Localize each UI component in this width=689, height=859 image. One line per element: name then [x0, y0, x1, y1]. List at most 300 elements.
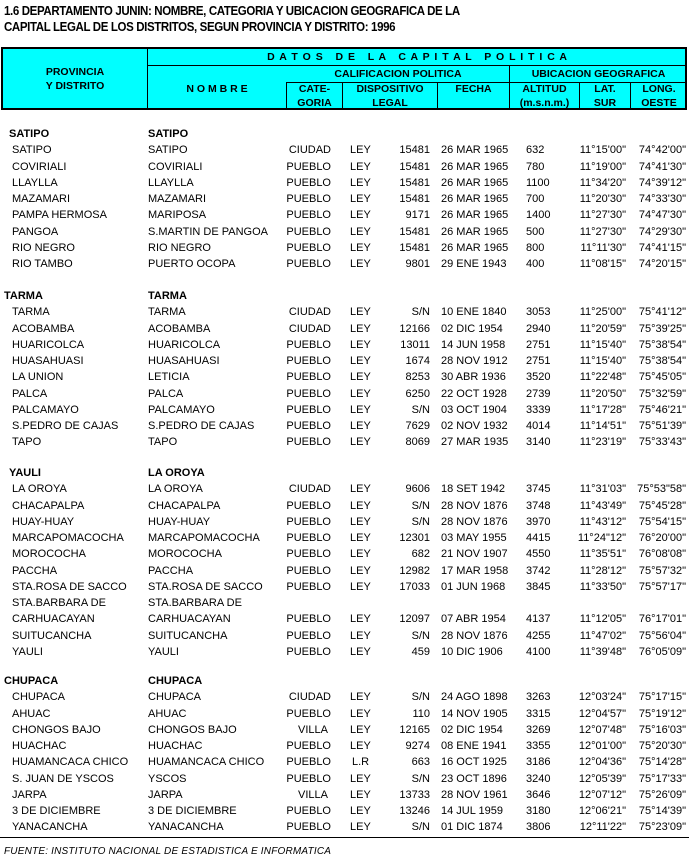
altitude-cell: 3240	[526, 772, 551, 785]
date-cell: 21 NOV 1907	[441, 548, 508, 561]
capital-name-cell: LA OROYA	[148, 483, 203, 496]
latitude-cell: 11°20'59"	[579, 322, 626, 335]
latitude-cell: 12°03'24"	[578, 691, 626, 704]
latitude-cell: 11°12'05"	[579, 613, 626, 626]
latitude-cell: 11°15'40"	[579, 355, 626, 367]
table-row	[0, 628, 689, 644]
date-cell: 10 ENE 1840	[441, 306, 507, 319]
table-row	[0, 546, 689, 562]
category-cell: PUEBLO	[286, 209, 331, 222]
category-cell: PUEBLO	[286, 532, 331, 544]
table-row	[0, 498, 689, 514]
header-altitud: ALTITUD (m.s.n.m.)	[519, 83, 570, 109]
legal-number-cell: S/N	[411, 629, 430, 642]
latitude-cell: 11°11'30"	[580, 241, 626, 254]
category-cell: PUEBLO	[286, 821, 331, 834]
table-row	[0, 706, 689, 722]
altitude-cell: 4014	[526, 420, 551, 432]
legal-number-cell: 13011	[400, 338, 430, 351]
legal-type-cell: LEY	[350, 805, 371, 817]
legal-number-cell: 9606	[405, 483, 430, 496]
longitude-cell: 75°32'59"	[638, 387, 686, 400]
date-cell: 29 ENE 1943	[441, 258, 507, 270]
legal-type-cell: LEY	[350, 564, 371, 577]
district-cell: YANACANCHA	[12, 821, 88, 834]
capital-name-cell: LETICIA	[148, 371, 190, 384]
header-datos: D A T O S D E L A C A P I T A L P O L I T I C A	[267, 51, 568, 63]
legal-type-cell: LEY	[350, 821, 371, 834]
longitude-cell: 76°05'09"	[638, 645, 686, 658]
date-cell: 14 JUN 1958	[441, 338, 506, 351]
district-cell: CHONGOS BAJO	[12, 723, 101, 736]
legal-number-cell: 12097	[399, 613, 430, 626]
district-cell: RIO NEGRO	[12, 241, 75, 254]
district-cell: RIO TAMBO	[12, 258, 73, 270]
date-cell: 26 MAR 1965	[441, 225, 509, 238]
legal-number-cell: S/N	[411, 515, 430, 528]
legal-number-cell: S/N	[411, 691, 430, 704]
legal-type-cell: LEY	[350, 788, 371, 801]
legal-type-cell: LEY	[350, 499, 371, 512]
legal-type-cell: LEY	[350, 193, 371, 205]
district-cell: STA.ROSA DE SACCO	[12, 580, 127, 593]
legal-number-cell: 12982	[399, 564, 430, 577]
capital-name-cell: HUAMANCACA CHICO	[148, 756, 265, 769]
capital-name-cell: RIO NEGRO	[148, 241, 211, 254]
legal-number-cell: S/N	[411, 403, 430, 416]
capital-name-cell: SUITUCANCHA	[148, 629, 228, 642]
longitude-cell: 74°20'15"	[638, 258, 686, 270]
legal-type-cell: LEY	[350, 258, 371, 270]
header-lat: LAT. SUR	[593, 83, 617, 109]
header-long: LONG. OESTE	[641, 83, 677, 109]
district-cell: YAULI	[12, 645, 43, 658]
date-cell: 26 MAR 1965	[441, 241, 509, 254]
altitude-cell: 3180	[526, 805, 551, 817]
latitude-cell: 11°43'12"	[579, 515, 626, 528]
bottom-rule	[0, 837, 689, 838]
province-group-header	[0, 126, 689, 142]
category-cell: PUEBLO	[286, 355, 331, 367]
legal-number-cell: S/N	[411, 499, 430, 512]
date-cell: 07 ABR 1954	[441, 613, 506, 626]
table-row	[0, 337, 689, 353]
table-row	[0, 159, 689, 175]
date-cell: 23 OCT 1896	[441, 772, 507, 785]
table-row	[0, 819, 689, 835]
district-cell: COVIRIALI	[12, 160, 67, 173]
table-row	[0, 175, 689, 191]
capital-name-cell: SATIPO	[148, 144, 188, 157]
district-cell: MOROCOCHA	[12, 548, 86, 561]
longitude-cell: 74°33'30"	[638, 193, 686, 205]
district-cell: CHUPACA	[12, 691, 65, 704]
longitude-cell: 76°17'01"	[638, 613, 686, 626]
capital-name-cell: STA.ROSA DE SACCO	[148, 580, 263, 593]
province-capital-name: LA OROYA	[148, 467, 205, 479]
date-cell: 01 JUN 1968	[441, 580, 506, 593]
latitude-cell: 11°33'50"	[579, 580, 626, 593]
latitude-cell: 11°15'40"	[579, 338, 626, 351]
district-cell: HUACHAC	[12, 740, 67, 752]
table-row	[0, 738, 689, 754]
province-name: SATIPO	[9, 128, 50, 140]
altitude-cell: 3742	[526, 564, 551, 577]
table-header	[1, 47, 687, 110]
altitude-cell: 4415	[526, 532, 551, 544]
latitude-cell: 12°06'21"	[578, 805, 626, 817]
legal-number-cell: S/N	[411, 306, 430, 319]
longitude-cell: 75°57'32"	[638, 564, 686, 577]
longitude-cell: 74°42'00"	[638, 144, 686, 157]
altitude-cell: 4550	[526, 548, 551, 561]
legal-number-cell: 9801	[405, 258, 430, 270]
latitude-cell: 12°01'00"	[578, 740, 626, 752]
legal-number-cell: 682	[411, 548, 430, 561]
legal-number-cell: 15481	[399, 241, 430, 254]
category-cell: PUEBLO	[286, 515, 331, 528]
district-cell: CARHUACAYAN	[12, 613, 95, 626]
district-cell: HUAY-HUAY	[12, 515, 75, 528]
table-row	[0, 530, 689, 546]
altitude-cell: 500	[526, 225, 545, 238]
longitude-cell: 74°41'30"	[638, 160, 686, 173]
legal-type-cell: LEY	[350, 436, 371, 449]
legal-type-cell: LEY	[350, 371, 371, 384]
capital-name-cell: STA.BARBARA DE	[148, 597, 242, 609]
province-capital-name: SATIPO	[148, 128, 189, 140]
province-capital-name: TARMA	[148, 290, 187, 302]
date-cell: 28 NOV 1912	[441, 355, 508, 367]
legal-number-cell: 15481	[399, 144, 430, 157]
altitude-cell: 3355	[526, 740, 551, 752]
legal-number-cell: 13733	[399, 788, 430, 801]
category-cell: PUEBLO	[286, 371, 331, 384]
legal-type-cell: LEY	[350, 176, 371, 189]
legal-number-cell: 12166	[399, 322, 430, 335]
latitude-cell: 12°11'22"	[579, 821, 626, 834]
date-cell: 01 DIC 1874	[441, 821, 503, 834]
altitude-cell: 700	[526, 193, 545, 205]
category-cell: PUEBLO	[286, 805, 331, 817]
legal-type-cell: LEY	[350, 355, 371, 367]
legal-type-cell: LEY	[350, 707, 371, 720]
district-cell: HUAMANCACA CHICO	[12, 756, 129, 769]
category-cell: CIUDAD	[288, 483, 331, 496]
legal-type-cell: LEY	[350, 420, 371, 432]
altitude-cell: 400	[526, 258, 545, 270]
table-row	[0, 304, 689, 320]
longitude-cell: 74°39'12"	[638, 176, 686, 189]
table-row	[0, 402, 689, 418]
capital-name-cell: CHONGOS BAJO	[148, 723, 237, 736]
longitude-cell: 75°19'12"	[638, 707, 686, 720]
table-row	[0, 771, 689, 787]
table-row	[0, 595, 689, 611]
altitude-cell: 2940	[526, 322, 551, 335]
legal-type-cell: LEY	[350, 580, 371, 593]
legal-number-cell: 7629	[405, 420, 430, 432]
longitude-cell: 75°17'15"	[638, 691, 686, 704]
altitude-cell: 800	[526, 241, 545, 254]
longitude-cell: 75°41'12"	[638, 306, 686, 319]
altitude-cell: 2751	[526, 338, 551, 351]
table-row	[0, 256, 689, 272]
date-cell: 02 DIC 1954	[441, 723, 503, 736]
legal-number-cell: 663	[411, 756, 430, 769]
latitude-cell: 11°24"12"	[577, 532, 626, 544]
latitude-cell: 11°25'00"	[579, 306, 626, 319]
date-cell: 28 NOV 1876	[441, 515, 508, 528]
category-cell: PUEBLO	[286, 338, 331, 351]
longitude-cell: 75°57'17"	[638, 580, 686, 593]
category-cell: PUEBLO	[286, 258, 331, 270]
altitude-cell: 3339	[526, 403, 551, 416]
latitude-cell: 11°22'48"	[579, 371, 626, 384]
capital-name-cell: AHUAC	[148, 707, 187, 720]
province-name: TARMA	[4, 290, 43, 302]
capital-name-cell: PACCHA	[148, 564, 194, 577]
longitude-cell: 74°29'30"	[638, 225, 686, 238]
legal-type-cell: LEY	[350, 613, 371, 626]
legal-number-cell: 15481	[399, 193, 430, 205]
table-row	[0, 207, 689, 223]
legal-number-cell: 1674	[405, 355, 430, 367]
date-cell: 27 MAR 1935	[441, 436, 509, 449]
capital-name-cell: MOROCOCHA	[148, 548, 222, 561]
table-row	[0, 579, 689, 595]
category-cell: PUEBLO	[286, 629, 331, 642]
table-row	[0, 611, 689, 627]
district-cell: PALCAMAYO	[12, 403, 79, 416]
province-group-header	[0, 673, 689, 689]
table-row	[0, 321, 689, 337]
district-cell: S.PEDRO DE CAJAS	[12, 420, 119, 432]
legal-number-cell: 13246	[399, 805, 430, 817]
longitude-cell: 75°53"58"	[637, 483, 686, 496]
title-line-2: CAPITAL LEGAL DE LOS DISTRITOS, SEGUN PROVINCIA Y DISTRITO: 1996	[4, 20, 396, 34]
date-cell: 14 JUL 1959	[441, 805, 503, 817]
district-cell: JARPA	[12, 788, 47, 801]
category-cell: PUEBLO	[286, 580, 331, 593]
legal-type-cell: L.R	[352, 756, 370, 769]
district-cell: LLAYLLA	[12, 176, 58, 189]
header-dispositivo: DISPOSITIVO LEGAL	[356, 83, 424, 109]
legal-type-cell: LEY	[350, 403, 371, 416]
province-group-header	[0, 465, 689, 481]
header-provincia: PROVINCIA Y DISTRITO	[45, 66, 105, 92]
latitude-cell: 12°04'57"	[578, 707, 626, 720]
date-cell: 26 MAR 1965	[441, 160, 509, 173]
legal-number-cell: 12165	[399, 723, 430, 736]
date-cell: 24 AGO 1898	[441, 691, 508, 704]
latitude-cell: 11°47'02"	[579, 629, 626, 642]
capital-name-cell: CHUPACA	[148, 691, 201, 704]
header-calificacion: CALIFICACION POLITICA	[334, 68, 462, 80]
date-cell: 22 OCT 1928	[441, 387, 507, 400]
legal-type-cell: LEY	[350, 723, 371, 736]
capital-name-cell: S.PEDRO DE CAJAS	[148, 420, 255, 432]
district-cell: 3 DE DICIEMBRE	[12, 805, 101, 817]
date-cell: 28 NOV 1876	[441, 629, 508, 642]
latitude-cell: 11°17'28"	[579, 403, 626, 416]
legal-number-cell: S/N	[411, 821, 430, 834]
longitude-cell: 75°39'25"	[638, 322, 686, 335]
latitude-cell: 12°05'39"	[578, 772, 626, 785]
latitude-cell: 11°20'50"	[579, 387, 626, 400]
longitude-cell: 75°56'04"	[638, 629, 686, 642]
table-row	[0, 191, 689, 207]
district-cell: LA UNION	[12, 371, 64, 384]
province-group-header	[0, 288, 689, 304]
date-cell: 02 DIC 1954	[441, 322, 503, 335]
capital-name-cell: YSCOS	[148, 772, 187, 785]
category-cell: PUEBLO	[286, 645, 331, 658]
legal-type-cell: LEY	[350, 209, 371, 222]
table-row	[0, 434, 689, 450]
capital-name-cell: PALCAMAYO	[148, 403, 215, 416]
category-cell: PUEBLO	[286, 160, 331, 173]
date-cell: 08 ENE 1941	[441, 740, 507, 752]
altitude-cell: 3186	[526, 756, 551, 769]
legal-type-cell: LEY	[350, 387, 371, 400]
legal-type-cell: LEY	[350, 322, 371, 335]
longitude-cell: 75°45'28"	[638, 499, 686, 512]
district-cell: HUARICOLCA	[12, 338, 85, 351]
longitude-cell: 74°41'15"	[638, 241, 686, 254]
latitude-cell: 11°31'03"	[579, 483, 626, 496]
district-cell: CHACAPALPA	[12, 499, 85, 512]
capital-name-cell: MARIPOSA	[148, 209, 207, 222]
date-cell: 28 NOV 1961	[441, 788, 508, 801]
latitude-cell: 11°08'15"	[579, 258, 626, 270]
capital-name-cell: TARMA	[148, 306, 186, 319]
district-cell: SUITUCANCHA	[12, 629, 92, 642]
capital-name-cell: CHACAPALPA	[148, 499, 221, 512]
latitude-cell: 11°43'49"	[579, 499, 626, 512]
category-cell: PUEBLO	[286, 241, 331, 254]
category-cell: PUEBLO	[286, 740, 331, 752]
longitude-cell: 75°14'28"	[638, 756, 686, 769]
legal-number-cell: 15481	[399, 225, 430, 238]
altitude-cell: 3520	[526, 371, 551, 384]
latitude-cell: 11°34'20"	[579, 176, 626, 189]
latitude-cell: 11°23'19"	[579, 436, 626, 449]
date-cell: 10 DIC 1906	[441, 645, 503, 658]
header-ubicacion: UBICACION GEOGRAFICA	[531, 68, 666, 80]
date-cell: 26 MAR 1965	[441, 144, 509, 157]
latitude-cell: 11°39'48"	[579, 645, 626, 658]
latitude-cell: 11°15'00"	[579, 144, 626, 157]
altitude-cell: 3646	[526, 788, 551, 801]
date-cell: 28 NOV 1876	[441, 499, 508, 512]
district-cell: MAZAMARI	[12, 193, 71, 205]
capital-name-cell: 3 DE DICIEMBRE	[148, 805, 237, 817]
legal-number-cell: 110	[412, 707, 430, 720]
table-row	[0, 689, 689, 705]
header-categoria: CATE- GORIA	[297, 83, 332, 109]
capital-name-cell: HUASAHUASI	[148, 355, 220, 367]
altitude-cell: 4100	[526, 645, 551, 658]
capital-name-cell: HUACHAC	[148, 740, 203, 752]
date-cell: 30 ABR 1936	[441, 371, 506, 384]
altitude-cell: 632	[526, 144, 545, 157]
category-cell: CIUDAD	[288, 306, 331, 319]
table-row	[0, 386, 689, 402]
longitude-cell: 75°38'54"	[638, 355, 686, 367]
category-cell: PUEBLO	[286, 499, 331, 512]
latitude-cell: 11°14'51"	[579, 420, 626, 432]
longitude-cell: 75°45'05"	[638, 371, 686, 384]
province-name: CHUPACA	[4, 675, 59, 687]
longitude-cell: 75°51'39"	[638, 420, 686, 432]
category-cell: PUEBLO	[286, 193, 331, 205]
table-row	[0, 418, 689, 434]
altitude-cell: 3315	[526, 707, 551, 720]
category-cell: PUEBLO	[286, 387, 331, 400]
altitude-cell: 4137	[526, 613, 551, 626]
longitude-cell: 76°08'08"	[638, 548, 686, 561]
latitude-cell: 12°04'36"	[578, 756, 626, 769]
category-cell: PUEBLO	[286, 564, 331, 577]
district-cell: TARMA	[12, 306, 50, 319]
date-cell: 26 MAR 1965	[441, 193, 509, 205]
altitude-cell: 3845	[526, 580, 551, 593]
legal-type-cell: LEY	[350, 144, 371, 157]
longitude-cell: 75°17'33"	[638, 772, 686, 785]
district-cell: S. JUAN DE YSCOS	[12, 772, 114, 785]
latitude-cell: 11°27'30"	[579, 225, 626, 238]
capital-name-cell: MARCAPOMACOCHA	[148, 532, 260, 544]
district-cell: HUASAHUASI	[12, 355, 84, 367]
legal-type-cell: LEY	[350, 548, 371, 561]
longitude-cell: 75°54'15"	[638, 515, 686, 528]
table-title	[4, 3, 460, 35]
altitude-cell: 1100	[526, 176, 550, 189]
date-cell: 02 NOV 1932	[441, 420, 508, 432]
longitude-cell: 76°20'00"	[638, 532, 686, 544]
altitude-cell: 3263	[526, 691, 551, 704]
date-cell: 26 MAR 1965	[441, 176, 509, 189]
header-nombre: N O M B R E	[186, 83, 248, 95]
longitude-cell: 75°20'30"	[638, 740, 686, 752]
category-cell: CIUDAD	[288, 691, 331, 704]
legal-type-cell: LEY	[350, 532, 371, 544]
longitude-cell: 75°23'09"	[638, 821, 686, 834]
table-row	[0, 754, 689, 770]
table-row	[0, 644, 689, 660]
district-cell: PAMPA HERMOSA	[12, 209, 107, 222]
table-row	[0, 722, 689, 738]
legal-number-cell: 6250	[405, 387, 430, 400]
capital-name-cell: ACOBAMBA	[148, 322, 211, 335]
legal-type-cell: LEY	[350, 772, 371, 785]
capital-name-cell: JARPA	[148, 788, 183, 801]
district-cell: ACOBAMBA	[12, 322, 75, 335]
date-cell: 26 MAR 1965	[441, 209, 509, 222]
longitude-cell: 75°46'21"	[638, 403, 686, 416]
latitude-cell: 12°07'48"	[578, 723, 626, 736]
latitude-cell: 11°19'00"	[579, 160, 626, 173]
altitude-cell: 1400	[526, 209, 551, 222]
legal-type-cell: LEY	[350, 241, 371, 254]
table-row	[0, 803, 689, 819]
category-cell: PUEBLO	[286, 403, 331, 416]
date-cell: 16 OCT 1925	[441, 756, 507, 769]
table-row	[0, 481, 689, 497]
source-footer: FUENTE: INSTITUTO NACIONAL DE ESTADISTICA E INFORMATICA	[4, 846, 332, 857]
category-cell: PUEBLO	[286, 707, 331, 720]
